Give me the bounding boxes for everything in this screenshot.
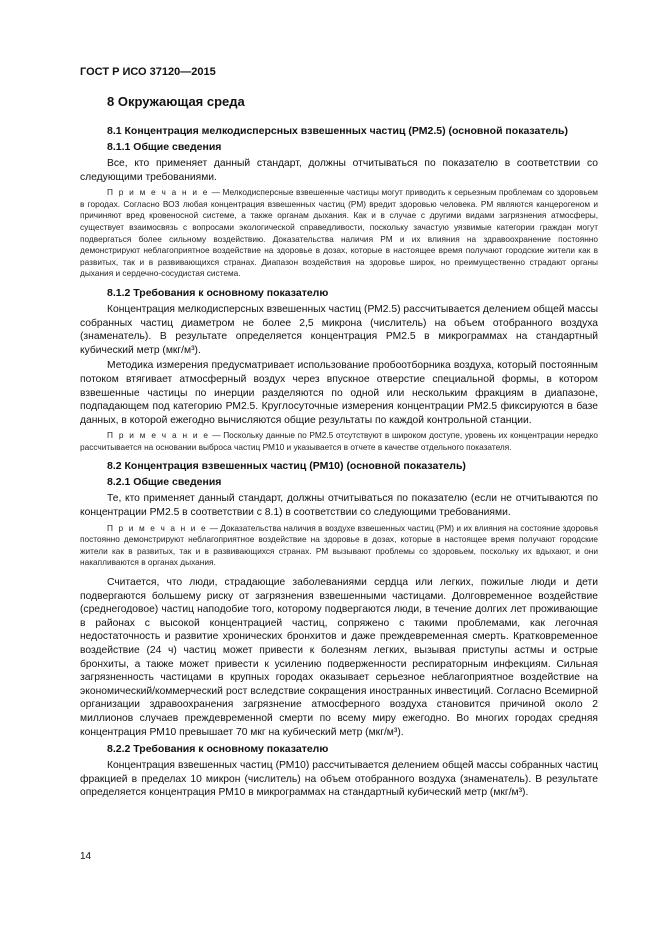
note-text: — Доказательства наличия в воздухе взвешенных частиц (РМ) и их влияния на состояние здоровья постоянно демонстрируют неблагоприятное воздействие на здоровье в дозах, которые в настоящее время получают городские жители как в развитых, так и в развивающихся странах. РМ вызывают проблемы со здоровьем, поскольку их вдыхают, и они накапливаются в органах дыхания. <box>80 522 598 568</box>
page-content <box>80 94 598 802</box>
note-text: — Мелкодисперсные взвешенные частицы могут приводить к серьезным проблемам со здоровьем в городах. Согласно ВОЗ любая концентрация взвешенных частиц (РМ) вредит здоровью человека. РМ являются канцерогеном и причиняют вред кровеносной системе, а также органам дыхания. Как и в случае с другими видами загрязнения атмосферы, существует взаимосвязь с вопросами экологической справедливости, поскольку зачастую уязвимые категории граждан могут подвергаться более сильному воздействию. Доказательства наличия РМ и их влияния на здравоохранение постоянно демонстрируют неблагоприятное воздействие на здоровье в дозах, которые в настоящее время получают городские жители как в развитых, так и в развивающихся странах. Диапазон воздействия на здоровье широк, но преимущественно страдают органы дыхания и сердечно-сосудистая система. <box>80 187 598 279</box>
note-8-1-1 <box>80 187 598 280</box>
note-8-1-2 <box>80 430 598 453</box>
note-label: П р и м е ч а н и е <box>107 430 210 441</box>
note-8-2-1 <box>80 523 598 569</box>
paragraph-8-2-1-1: Те, кто применяет данный стандарт, должны отчитываться по показателю (если не отчитываются по концентрации РМ2.5 в соответствии с 8.1) в соответствии со следующими требованиями. <box>80 493 598 519</box>
paragraph-8-2-2-1: Концентрация взвешенных частиц (РМ10) рассчитывается делением общей массы собранных частиц фракцией в пределах 10 микрон (числитель) на объем отобранного воздуха (знаменатель). В результате определяется концентрация РМ10 в микрограммах на стандартный кубический метр (мкг/м³). <box>80 760 598 799</box>
note-label: П р и м е ч а н и е <box>107 187 209 198</box>
page-number: 14 <box>80 851 92 862</box>
note-label: П р и м е ч а н и е <box>107 522 208 533</box>
subsection-8-2-2-title: 8.2.2 Требования к основному показателю <box>107 743 329 756</box>
paragraph-8-1-1-1: Все, кто применяет данный стандарт, должны отчитываться по показателю в соответствии со следующими требованиями. <box>80 158 598 183</box>
subsection-8-1-2-title: 8.1.2 Требования к основному показателю <box>107 286 329 299</box>
subsection-8-1-title: 8.1 Концентрация мелкодисперсных взвешенных частиц (РМ2.5) (основной показатель) <box>107 125 568 137</box>
subsection-8-2-1-title: 8.2.1 Общие сведения <box>107 476 222 489</box>
section-title: 8 Окружающая среда <box>107 94 245 109</box>
note-text: — Поскольку данные по РМ2.5 отсутствуют в широком доступе, уровень их концентрации нередко рассчитывается на основании выброса частиц РМ10 и указывается в отчете в качестве отдельного показателя. <box>80 430 598 452</box>
paragraph-8-1-2-2: Методика измерения предусматривает использование пробоотборника воздуха, который постоянным потоком втягивает атмосферный воздух через впускное отверстие специальной формы, в котором взвешенные частицы по инерции разделяются по одной или нескольким фракциям в диапазоне, подпадающем под категорию РМ2.5. Круглосуточные измерения концентрации РМ2.5 фиксируются в базе данных, в которой ежегодно вычисляются общие результаты по каждой контрольной станции. <box>80 360 598 426</box>
paragraph-8-1-2-1: Концентрация мелкодисперсных взвешенных частиц (РМ2.5) рассчитывается делением общей массы собранных частиц диаметром не более 2,5 микрона (числитель) на объем отобранного воздуха (знаменатель). В результате определяется концентрация РМ2.5 в микрограммах на стандартный кубический метр (мкг/м³). <box>80 303 598 356</box>
subsection-8-2-title: 8.2 Концентрация взвешенных частиц (РМ10) (основной показатель) <box>107 460 466 473</box>
subsection-8-1-1-title: 8.1.1 Общие сведения <box>107 141 222 153</box>
document-header: ГОСТ Р ИСО 37120—2015 <box>80 66 216 78</box>
paragraph-8-2-1-2: Считается, что люди, страдающие заболеваниями сердца или легких, пожилые люди и дети подвергаются большему риску от загрязнения взвешенными частицами. Долговременное воздействие (среднегодовое) частиц наподобие того, которому подвергаются люди, в течение долгих лет проживающие в районах с высокой концентрацией частиц, сопряжено с такими проблемами, как легочная недостаточность и развитие хронических бронхитов и даже преждевременная смерть. Кратковременное воздействие (24 ч) частиц может привести к болезням легких, вызывая приступы астмы и острые бронхиты, а также может привести к усилению подверженности респираторным инфекциям. Сильная загрязненность частицами в крупных городах оказывает серьезное неблагоприятное воздействие на экономический/коммерческий рост вследствие сокращения иностранных инвестиций. Согласно Всемирной организации здравоохранения загрязнение атмосферного воздуха становится причиной около 2 миллионов случаев преждевременной смерти по всему миру ежегодно. Во многих городах средняя концентрация РМ10 превышает 70 мкг на кубический метр (мкг/м³). <box>80 577 598 738</box>
